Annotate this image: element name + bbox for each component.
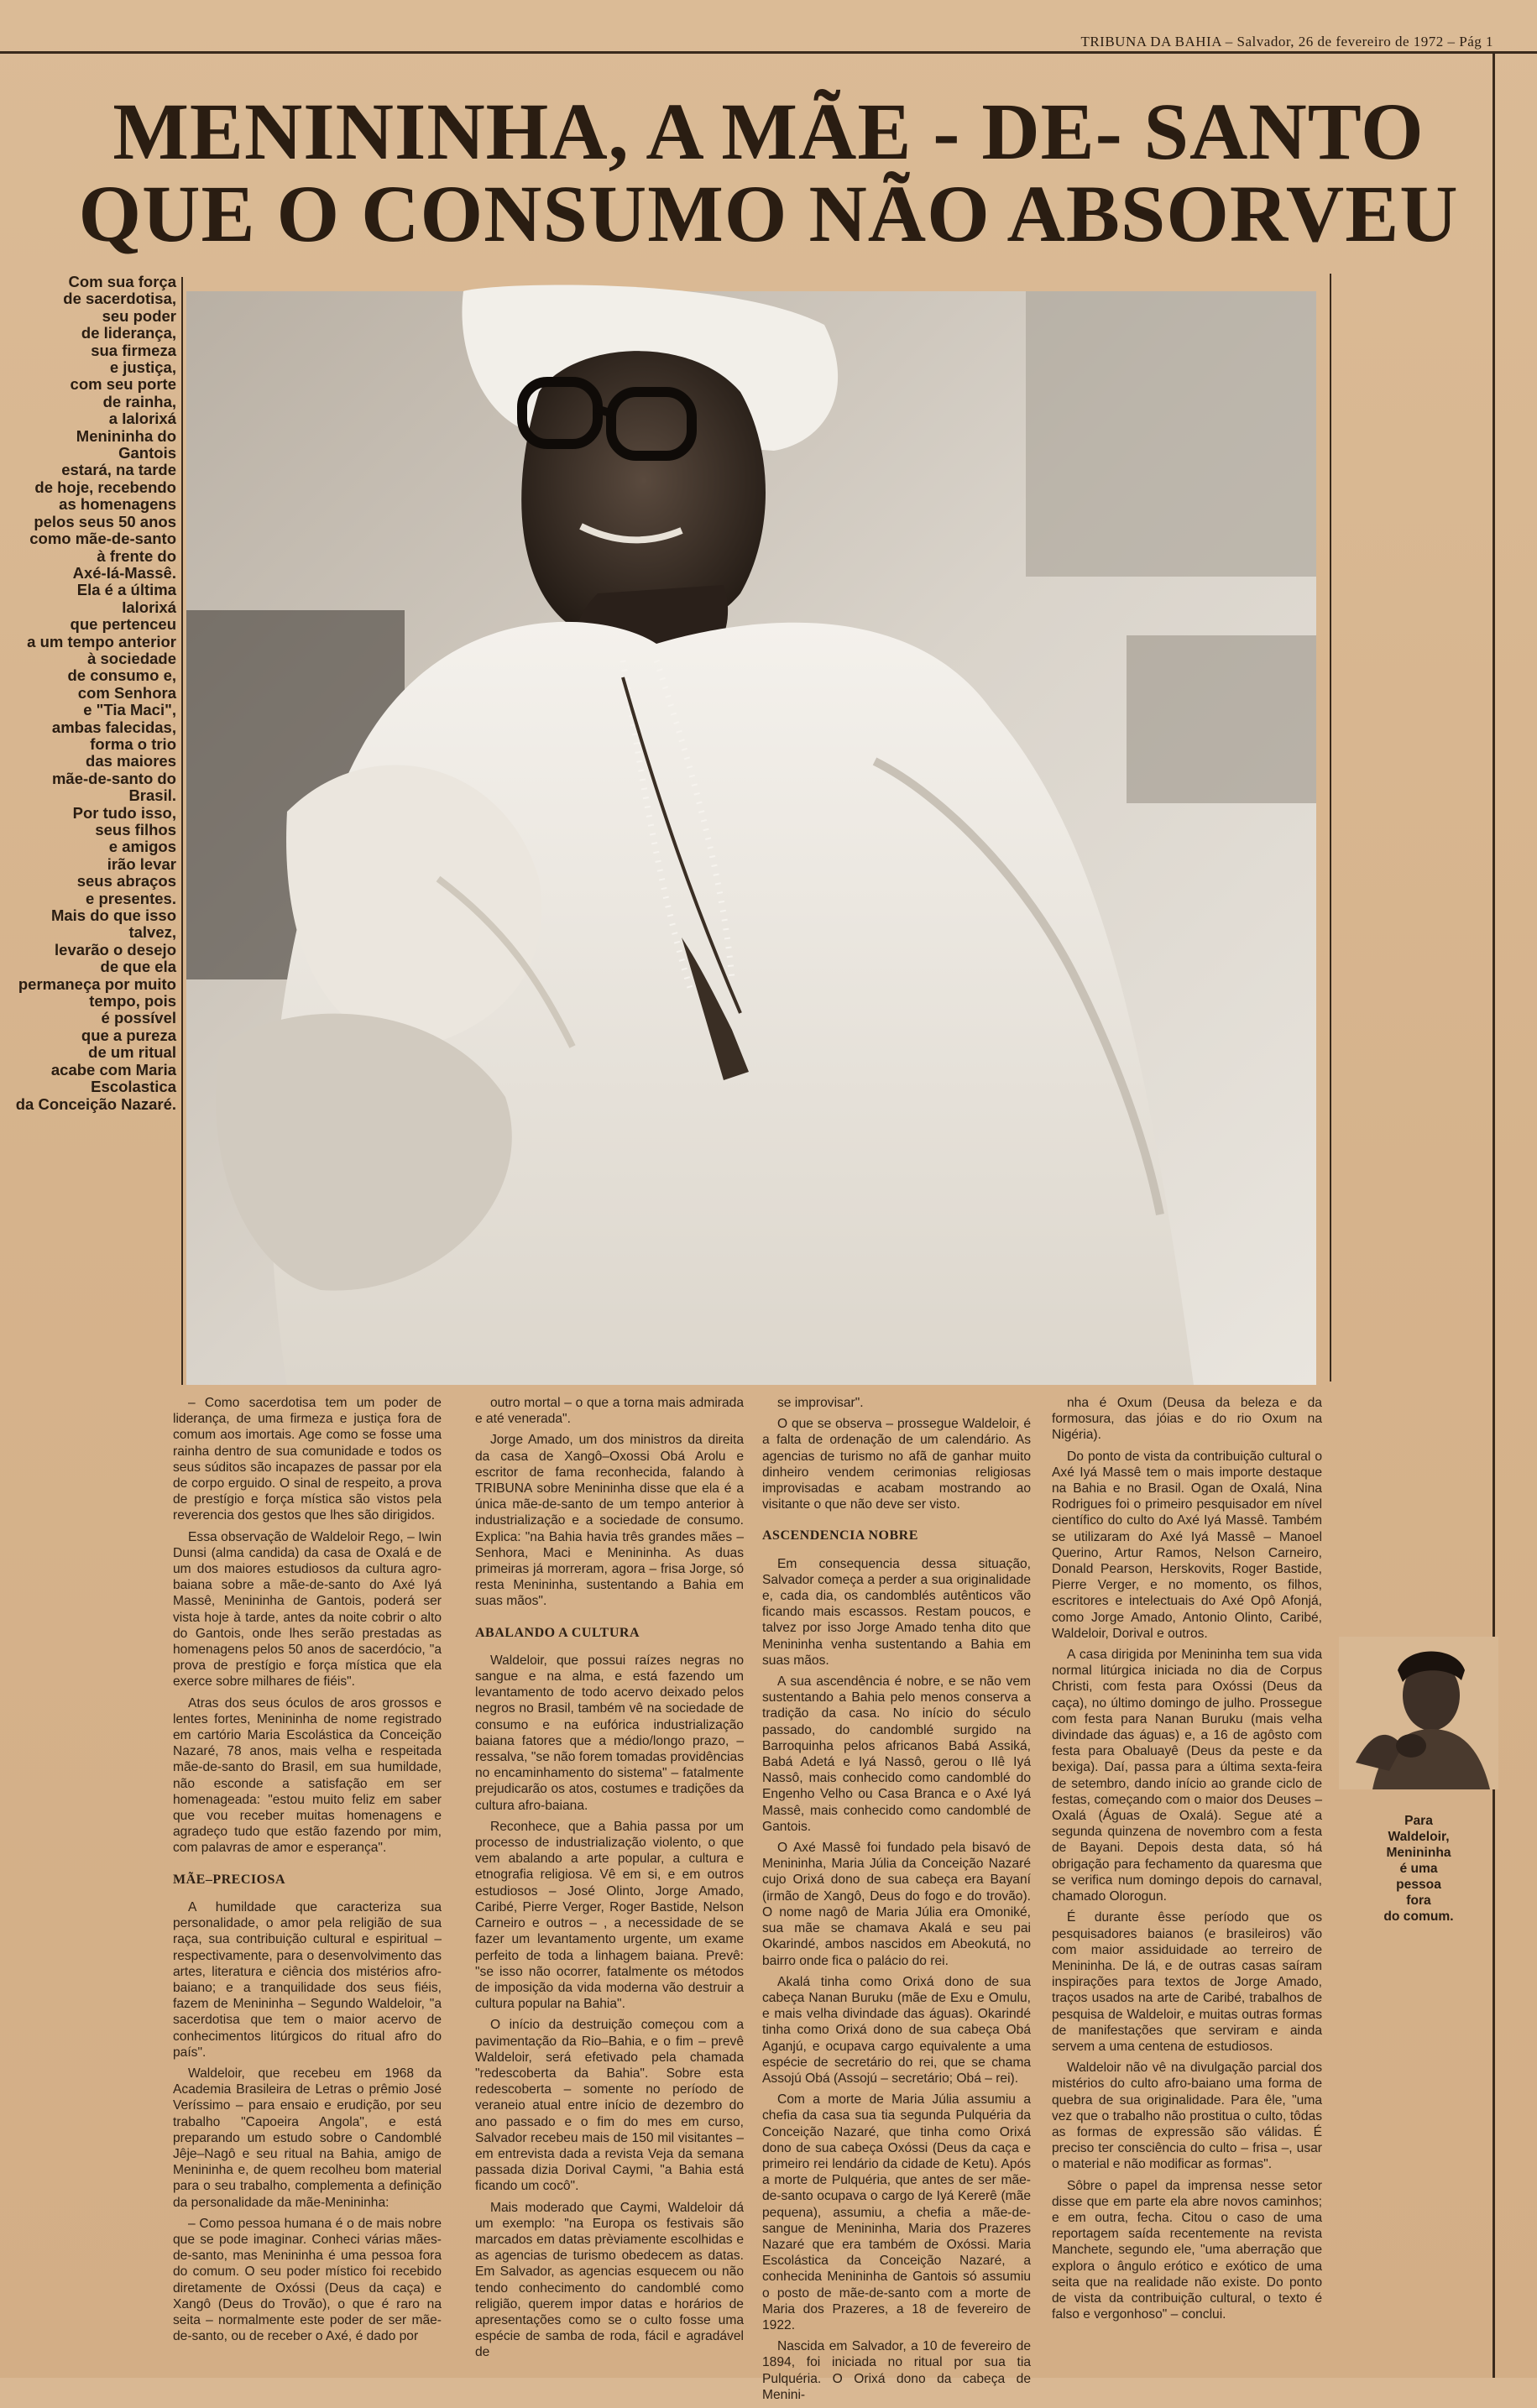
lede-line: seu poder [102,306,176,325]
lede-line: de liderança, [81,324,176,342]
caption-line: do comum. [1383,1909,1454,1924]
article-paragraph: O que se observa – prossegue Waldeloir, é a falta de ordenação de um calendário. As agencias de turismo no afã de ganhar muito dinheiro vendem cerimonias religiosas improvisadas e acabam mostrando ao visitante o que não deve ser visto. [762,1417,1031,1512]
column-2-paragraphs-b [475,1653,744,2361]
lede-line: Axé-Iá-Massê. [72,563,176,582]
lede-line: ambas falecidas, [51,718,176,736]
lede-line: sua firmeza [91,341,176,359]
caption-line: Menininha [1386,1846,1451,1860]
portrait-photo [186,291,1316,1385]
lede-line: Menininha do Gantois [76,426,176,462]
column-3-paragraphs-a [762,1395,1031,1512]
portrait-illustration [186,291,1316,1385]
article-column-1 [173,1395,442,2349]
side-photo-caption [1335,1813,1503,1925]
lede-divider [181,277,183,1385]
article-paragraph: Akalá tinha como Orixá dono de sua cabeça Nanan Buruku (mãe de Exu e Omulu, e mais velha divindade das águas). Okarindé tinha como Orixá dono de sua cabeça Obá Aganjú, e ocupava cargo equivalente a uma espécie de secretário do rei, que se chama Assojú Obá (Assojú – secretário; Obá – rei). [762,1974,1031,2086]
column-2-paragraphs-a [475,1395,744,1610]
headline [0,86,1537,259]
lede-line: permaneça por muito [18,974,176,993]
lede-line: Escolastica [91,1078,176,1096]
lede-line: e justiça, [109,358,176,377]
lede-line: seus abraços [76,872,176,891]
lede-line: de que ela [100,958,176,976]
article-paragraph: nha é Oxum (Deusa da beleza e da formosura, das jóias e do rio Oxum na Nigéria). [1052,1396,1322,1443]
article-paragraph: Do ponto de vista da contribuição cultural o Axé Iyá Massê tem o mais importe destaque na Bahia e no Brasil. Ogan de Oxalá, Nina Rodrigues foi o primeiro pesquisador em nível científico do culto do Axé Iyá Massê. Também se utilizaram do Axé Iyá Massê – Manoel Querino, Artur Ramos, Nelson Carneiro, Donald Pearson, Herskovits, Roger Bastide, Pierre Verger, e no momento, os filhos, escritores e intelectuais do Axé Opô Afonjá, como Jorge Amado, Antonio Olinto, Caribé, Waldeloir, Dorival e outros. [1052,1449,1322,1641]
lede-line: é possível [101,1009,176,1027]
lede-line: de consumo e, [67,666,176,685]
lede-line: talvez, [128,923,176,942]
column-3-paragraphs-b [762,1556,1031,2403]
article-paragraph: Jorge Amado, um dos ministros da direita da casa de Xangô–Oxossi Obá Arolu e escritor de fama reconhecida, falando à TRIBUNA sobre Menininha disse que ela é a única mãe-de-santo de um tempo anterior à industrialização e a sociedade de consumo. Explica: "na Bahia havia três grandes mães – Senhora, Maci e Menininha. As duas primeiras já morreram, agora – frisa Jorge, só resta Menininha, sustentando a Bahia em suas mãos". [475,1433,744,1609]
waldeloir-illustration [1339,1637,1498,1789]
lede-text [15,274,176,1113]
caption-line: Para [1404,1814,1433,1828]
lede-line: estará, na tarde [61,461,176,479]
article-paragraph: Essa observação de Waldeloir Rego, – Iwin Dunsi (alma candida) da casa de Oxalá e de um dos maiores estudiosos da cultura agro-baiana sobre a mãe-de-santo do Axé Iyá Massê, Menininha de Gantois, poderá ser vista hoje à tarde, antes da noite cobrir o alto do Gantois, onde lhes serão prestadas as homenagens pelos 50 anos de sacerdócio, "a prova de prestígio e força mística que ela exerce sobre milhares de fiéis". [173,1529,442,1690]
article-paragraph: Nascida em Salvador, a 10 de fevereiro de 1894, foi iniciada no ritual por sua tia Pulquéria. O Orixá dono da cabeça de Menini- [762,2339,1031,2402]
lede-line: Com sua força [68,273,176,290]
lede-line: irão levar [107,854,176,873]
right-rule [1493,51,1495,2378]
article-paragraph: outro mortal – o que a torna mais admirada e até venerada". [475,1396,744,1427]
lede-line: pelos seus 50 anos [34,512,176,530]
article-paragraph: Waldeloir não vê na divulgação parcial dos mistérios do culto afro-baiano uma forma de quebra de sua originalidade. Para êle, "uma vez que o trabalho não prostitua o culto, tôdas as formas de expressão são válidas. É preciso ter consciência do culto – frisa –, usar o material e não modificar as formas". [1052,2061,1322,2172]
article-paragraph: É durante êsse período que os pesquisadores baianos (e brasileiros) vão com maior assiduidade ao terreiro de Menininha. De lá, e de outras casas saíram inspirações para textos de Jorge Amado, traços usados na arte de Caribé, trabalhos de pesquisa de Waldeloir, e muitas outras formas de manifestações que serviram e ainda servem a uma centena de estudiosos. [1052,1910,1322,2054]
article-paragraph: A casa dirigida por Menininha tem sua vida normal litúrgica iniciada no dia de Corpus Christi, com festa para Oxóssi (Deus da caça), no último domingo de julho. Prossegue com festa para Nanan Buruku (mais velha divindade das águas) e, a 16 de agôsto com festa para Obaluayê (Deus da peste e da bexiga). Daí, passa para a última sexta-feira de setembro, dando início ao grande ciclo de festas, começando com o maior dos Deuses – Oxalá (Águas de Oxalá). Segue até a segunda quinzena de novembro com a festa de Bayani. Depois desta data, só há obrigação para fechamento da quaresma que se verifica num domingo depois do carnaval, chamado Olorogun. [1052,1648,1322,1904]
article-paragraph: Waldeloir, que possui raízes negras no sangue e na alma, e está fazendo um levantamento de todo acervo deixado pelos negros no Brasil, também vê na sociedade de consumo e na eufórica industrialização baiana fatores que a médio/longo prazo, – ressalva, "se não forem tomadas providências no encaminhamento do sistema" – fatalmente prejudicarão os atos, costumes e tradições da cultura afro-baiana. [475,1653,744,1813]
article-paragraph: se improvisar". [777,1396,864,1410]
lede-line: que pertenceu [70,615,176,634]
caption-line: pessoa [1396,1878,1441,1892]
lede-line: das maiores [86,752,176,770]
lede-line: de sacerdotisa, [63,290,176,308]
article-paragraph: – Como pessoa humana é o de mais nobre que se pode imaginar. Conheci várias mães-de-santo, mas Menininha é uma pessoa fora do comum. O seu poder místico foi recebido diretamente de Oxóssi (Deus da caça) e Xangô (Deus do Trovão), o que é raro na seita – normalmente este poder de ser mãe-de-santo, ou de receber o Axé, é dado por [173,2216,442,2344]
article-paragraph: Sôbre o papel da imprensa nesse setor disse que em parte ela abre novos caminhos; e em outra, fecha. Citou o caso de uma reportagem saída recentemente na revista Manchete, segundo ele, "uma aberração que explora o ângulo erótico e exótico de uma seita que na realidade não existe. Do ponto de vista da contribuição cultural, o texto é falso e vergonhoso" – conclui. [1052,2178,1322,2322]
article-paragraph: – Como sacerdotisa tem um poder de liderança, de uma firmeza e justiça fora de comum aos imortais. Age como se fosse uma rainha dentro de sua comunidade e todos os seus súditos são incapazes de passar por ela de corpo erguido. O sinal de respeito, a prova de prestígio e força mística são vistos pela reverencia dos gestos que lhes são dirigidos. [173,1396,442,1523]
caption-line: fora [1406,1893,1431,1908]
lede-line: Por tudo isso, [72,803,176,822]
headline-line-1: MENININHA, A MÃE - DE- SANTO [112,86,1425,176]
lede-line: que a pureza [81,1026,176,1044]
subhead-abalando-a-cultura: ABALANDO A CULTURA [475,1625,640,1640]
article-paragraph: A humildade que caracteriza sua personalidade, o amor pela religião de sua raça, sua contribuição cultural e espiritual – respectivamente, para o desenvolvimento das artes, literatura e ciência dos mistérios afro-baiano; e a tranquilidade dos seus fiéis, fazem de Menininha – Segundo Waldeloir, "a sacerdotisa que tem o maior acervo de conhecimentos litúrgicos do ritual afro do país". [173,1899,442,2060]
lede-line: seus filhos [95,821,176,838]
lede-line: de hoje, recebendo [34,478,176,496]
article-column-3 [762,1395,1031,2408]
lede-line: a Ialorixá [108,410,176,428]
lede-line: Ela é a última [76,581,176,599]
article-paragraph: Reconhece, que a Bahia passa por um processo de industrialização violento, o que vem abalando a arte popular, a cultura e etnografia religiosa. Vê em si, e em outros estudiosos – José Olinto, Jorge Amado, Caribé, Pierre Verger, Roger Bastide, Nelson Carneiro e outros – , a necessidade de se fazer um levantamento urgente, um exame perfeito de toda a linhagem baiana. Prevê: "se isso não ocorrer, fatalmente os métodos de imposição da vida moderna vão destruir a cultura popular na Bahia". [475,1819,744,2012]
lede-line: Mais do que isso [50,906,176,925]
column-1-paragraphs-b [173,1899,442,2344]
lede-line: a um tempo anterior [27,632,176,650]
lede-line: e presentes. [86,889,176,907]
lede-line: à frente do [97,546,176,565]
lede-line: à sociedade [87,649,176,667]
lede-line: de rainha, [102,392,176,410]
lede-line: forma o trio [90,734,176,753]
lede-line: e "Tia Maci", [83,701,176,719]
subhead-ascendencia-nobre: ASCENDENCIA NOBRE [762,1528,918,1544]
lede-line: com Senhora [77,683,176,702]
article-paragraph: Atras dos seus óculos de aros grossos e lentes fortes, Menininha de nome registrado em cartório Maria Escolástica da Conceição Nazaré, 78 anos, mais velha e respeitada mãe-de-santo do Brasil, em sua humildade, não esconde a satisfação em ser homenageada: "estou muito feliz em saber que vou receber muitas homenagens e agradeço tudo que estão fazendo por mim, com palavras de amor e esperança". [173,1695,442,1856]
article-paragraph: O Axé Massê foi fundado pela bisavó de Menininha, Maria Júlia da Conceição Nazaré cujo Orixá dono de sua cabeça era Bayaní (irmão de Xangô, Deus do fogo e do trovão). O nome nagô de Maria Júlia era Omoniké, sua mãe se chamava Akalá e seu pai Okarindé, ambos nascidos em Abeokutá, no bairro onde fica o palácio do rei. [762,1841,1031,1968]
article-paragraph: Mais moderado que Caymi, Waldeloir dá um exemplo: "na Europa os festivais são marcados em datas prèviamente escolhidas e as agencias de turismo obedecem as datas. Em Salvador, as agencias esquecem ou não tendo conhecimento do candomblé como religião, querem impor datas e horários de apresentações como se o culto fosse uma espécie de samba de roda, fácil e agradável de [475,2200,744,2360]
lede-line: tempo, pois [89,992,176,1011]
lede-line: da Conceição Nazaré. [15,1094,176,1113]
article-paragraph: O início da destruição começou com a pavimentação da Rio–Bahia, e o fim – prevê Waldeloir, será efetivado pela chamada "redescoberta da Bahia". Sobre esta redescoberta – somente no período de veraneio atual entre início de dezembro do ano passado e o fim do mes em curso, Salvador recebeu mais de 150 mil visitantes – em entrevista dada a revista Veja da semana passada dizia Dorival Caymi, "a Bahia está ficando um cocô". [475,2018,744,2194]
side-divider [1330,274,1331,1382]
caption-line: Waldeloir, [1388,1830,1450,1844]
caption-line: é uma [1399,1862,1438,1876]
waldeloir-photo [1339,1637,1498,1789]
article-paragraph: Waldeloir, que recebeu em 1968 da Academia Brasileira de Letras o prêmio José Veríssimo – para ensaio e erudição, por seu trabalho "Capoeira Angola", e está preparando um estudo sobre o Candomblé Jêje–Nagô e seu ritual na Bahia, amigo de Menininha e, de quem recolheu bom material para o seu trabalho, complementa a definição da personalidade da mãe-Menininha: [173,2066,442,2210]
lede-line: acabe com Maria [50,1060,176,1079]
article-paragraph: A sua ascendência é nobre, e se não vem sustentando a Bahia pelo menos conserva a tradição da casa. No início do século passado, do candomblé surgido na Barroquinha pelos africanos Babá Assiká, Babá Adetá e Iyá Nassô, gerou o Ilê Iyá Nassô, mais conhecido como candomblé do Engenho Velho ou Casa Branca e o Axé Iyá Massê, mais conhecido como candomblé de Gantois. [762,1674,1031,1834]
top-rule [0,51,1537,54]
lede-line: as homenagens [59,495,176,514]
headline-line-2: QUE O CONSUMO NÃO ABSORVEU [78,169,1459,259]
article-column-2 [475,1395,744,2366]
lede-line: e amigos [108,838,176,856]
column-1-paragraphs-a [173,1395,442,1857]
lede-line: Ialorixá [122,598,176,616]
lede-line: mãe-de-santo do Brasil. [51,769,176,805]
article-column-4 [1052,1395,1322,2327]
lede-line: como mãe-de-santo [29,530,176,548]
lede-line: levarão o desejo [55,940,176,958]
column-4-paragraphs [1052,1395,1322,2322]
lede-line: com seu porte [70,375,176,394]
article-paragraph: Em consequencia dessa situação, Salvador começa a perder a sua originalidade e, cada dia, os candomblés autênticos vão ficando mais escassos. Restam poucos, e talvez por isso Jorge Amado tenha dito que Menininha venha sustentando a Bahia em suas mãos. [762,1556,1031,1668]
subhead-mae-preciosa: MÃE–PRECIOSA [173,1872,286,1887]
article-paragraph: Com a morte de Maria Júlia assumiu a chefia da casa sua tia segunda Pulquéria da Conceição Nazaré, que tinha como Orixá dono de sua cabeça Oxóssi (Deus da caça e primeiro rei lendário da cidade de Ketu). Após a morte de Pulquéria, que antes de ser mãe-de-santo ocupava o cargo de Iyá Kererê (mãe pequena), assumiu, a chefia a mãe-de-sangue de Menininha, Maria dos Prazeres Nazaré que era também de Oxóssi. Maria Escolástica da Conceição Nazaré, a conhecida Menininha de Gantois só assumiu o posto de mãe-de-santo com a morte de Maria dos Prazeres, a 18 de fevereiro de 1922. [762,2092,1031,2332]
dateline: TRIBUNA DA BAHIA – Salvador, 26 de fevereiro de 1972 – Pág 1 [1080,34,1493,50]
lede-line: de um ritual [88,1043,176,1062]
